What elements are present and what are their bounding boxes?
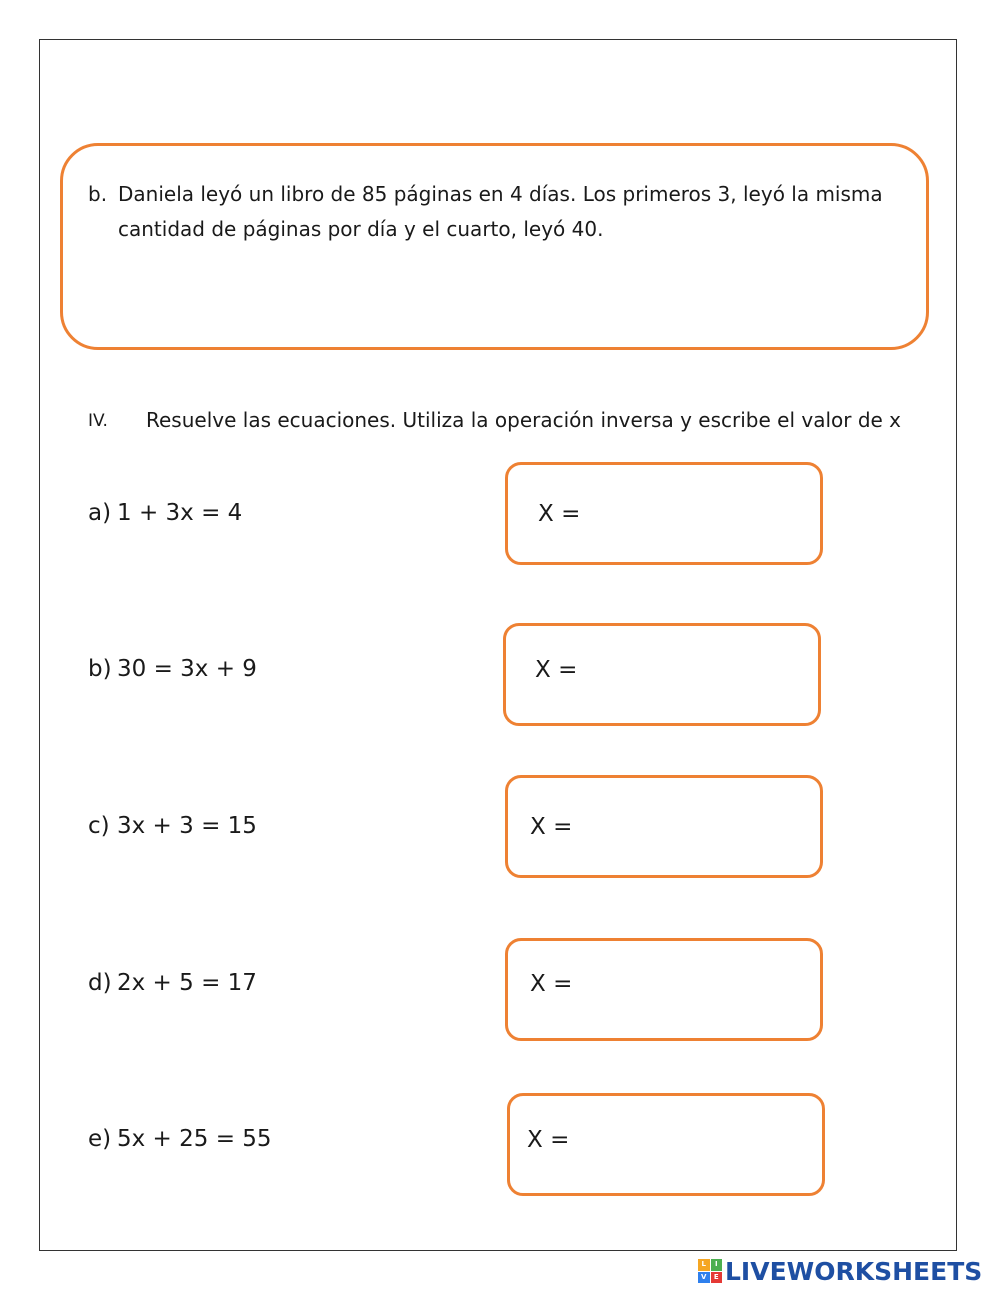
problem-text: Daniela leyó un libro de 85 páginas en 4 días. Los primeros 3, leyó la misma cantidad de páginas por día y el cuarto, leyó 40. xyxy=(118,182,883,241)
equation-letter: e) xyxy=(88,1126,112,1152)
section-instruction: Resuelve las ecuaciones. Utiliza la operación inversa y escribe el valor de x xyxy=(146,408,902,432)
equation-letter: c) xyxy=(88,813,110,839)
equation-text: 5x + 25 = 55 xyxy=(117,1126,272,1152)
section-number: IV. xyxy=(88,411,108,431)
equation-letter: d) xyxy=(88,970,112,996)
liveworksheets-logo-icon: L I V E xyxy=(698,1259,722,1283)
answer-label: X = xyxy=(530,814,573,840)
equation-text: 1 + 3x = 4 xyxy=(117,500,243,526)
liveworksheets-brand xyxy=(698,1256,982,1286)
answer-label: X = xyxy=(530,971,573,997)
problem-letter: b. xyxy=(88,182,108,206)
equation-text: 2x + 5 = 17 xyxy=(117,970,257,996)
answer-label: X = xyxy=(527,1127,570,1153)
answer-label: X = xyxy=(535,657,578,683)
equation-text: 30 = 3x + 9 xyxy=(117,656,257,682)
equation-text: 3x + 3 = 15 xyxy=(117,813,257,839)
equation-letter: a) xyxy=(88,500,112,526)
equation-letter: b) xyxy=(88,656,112,682)
brand-name: LIVEWORKSHEETS xyxy=(725,1256,983,1286)
answer-label: X = xyxy=(538,501,581,527)
